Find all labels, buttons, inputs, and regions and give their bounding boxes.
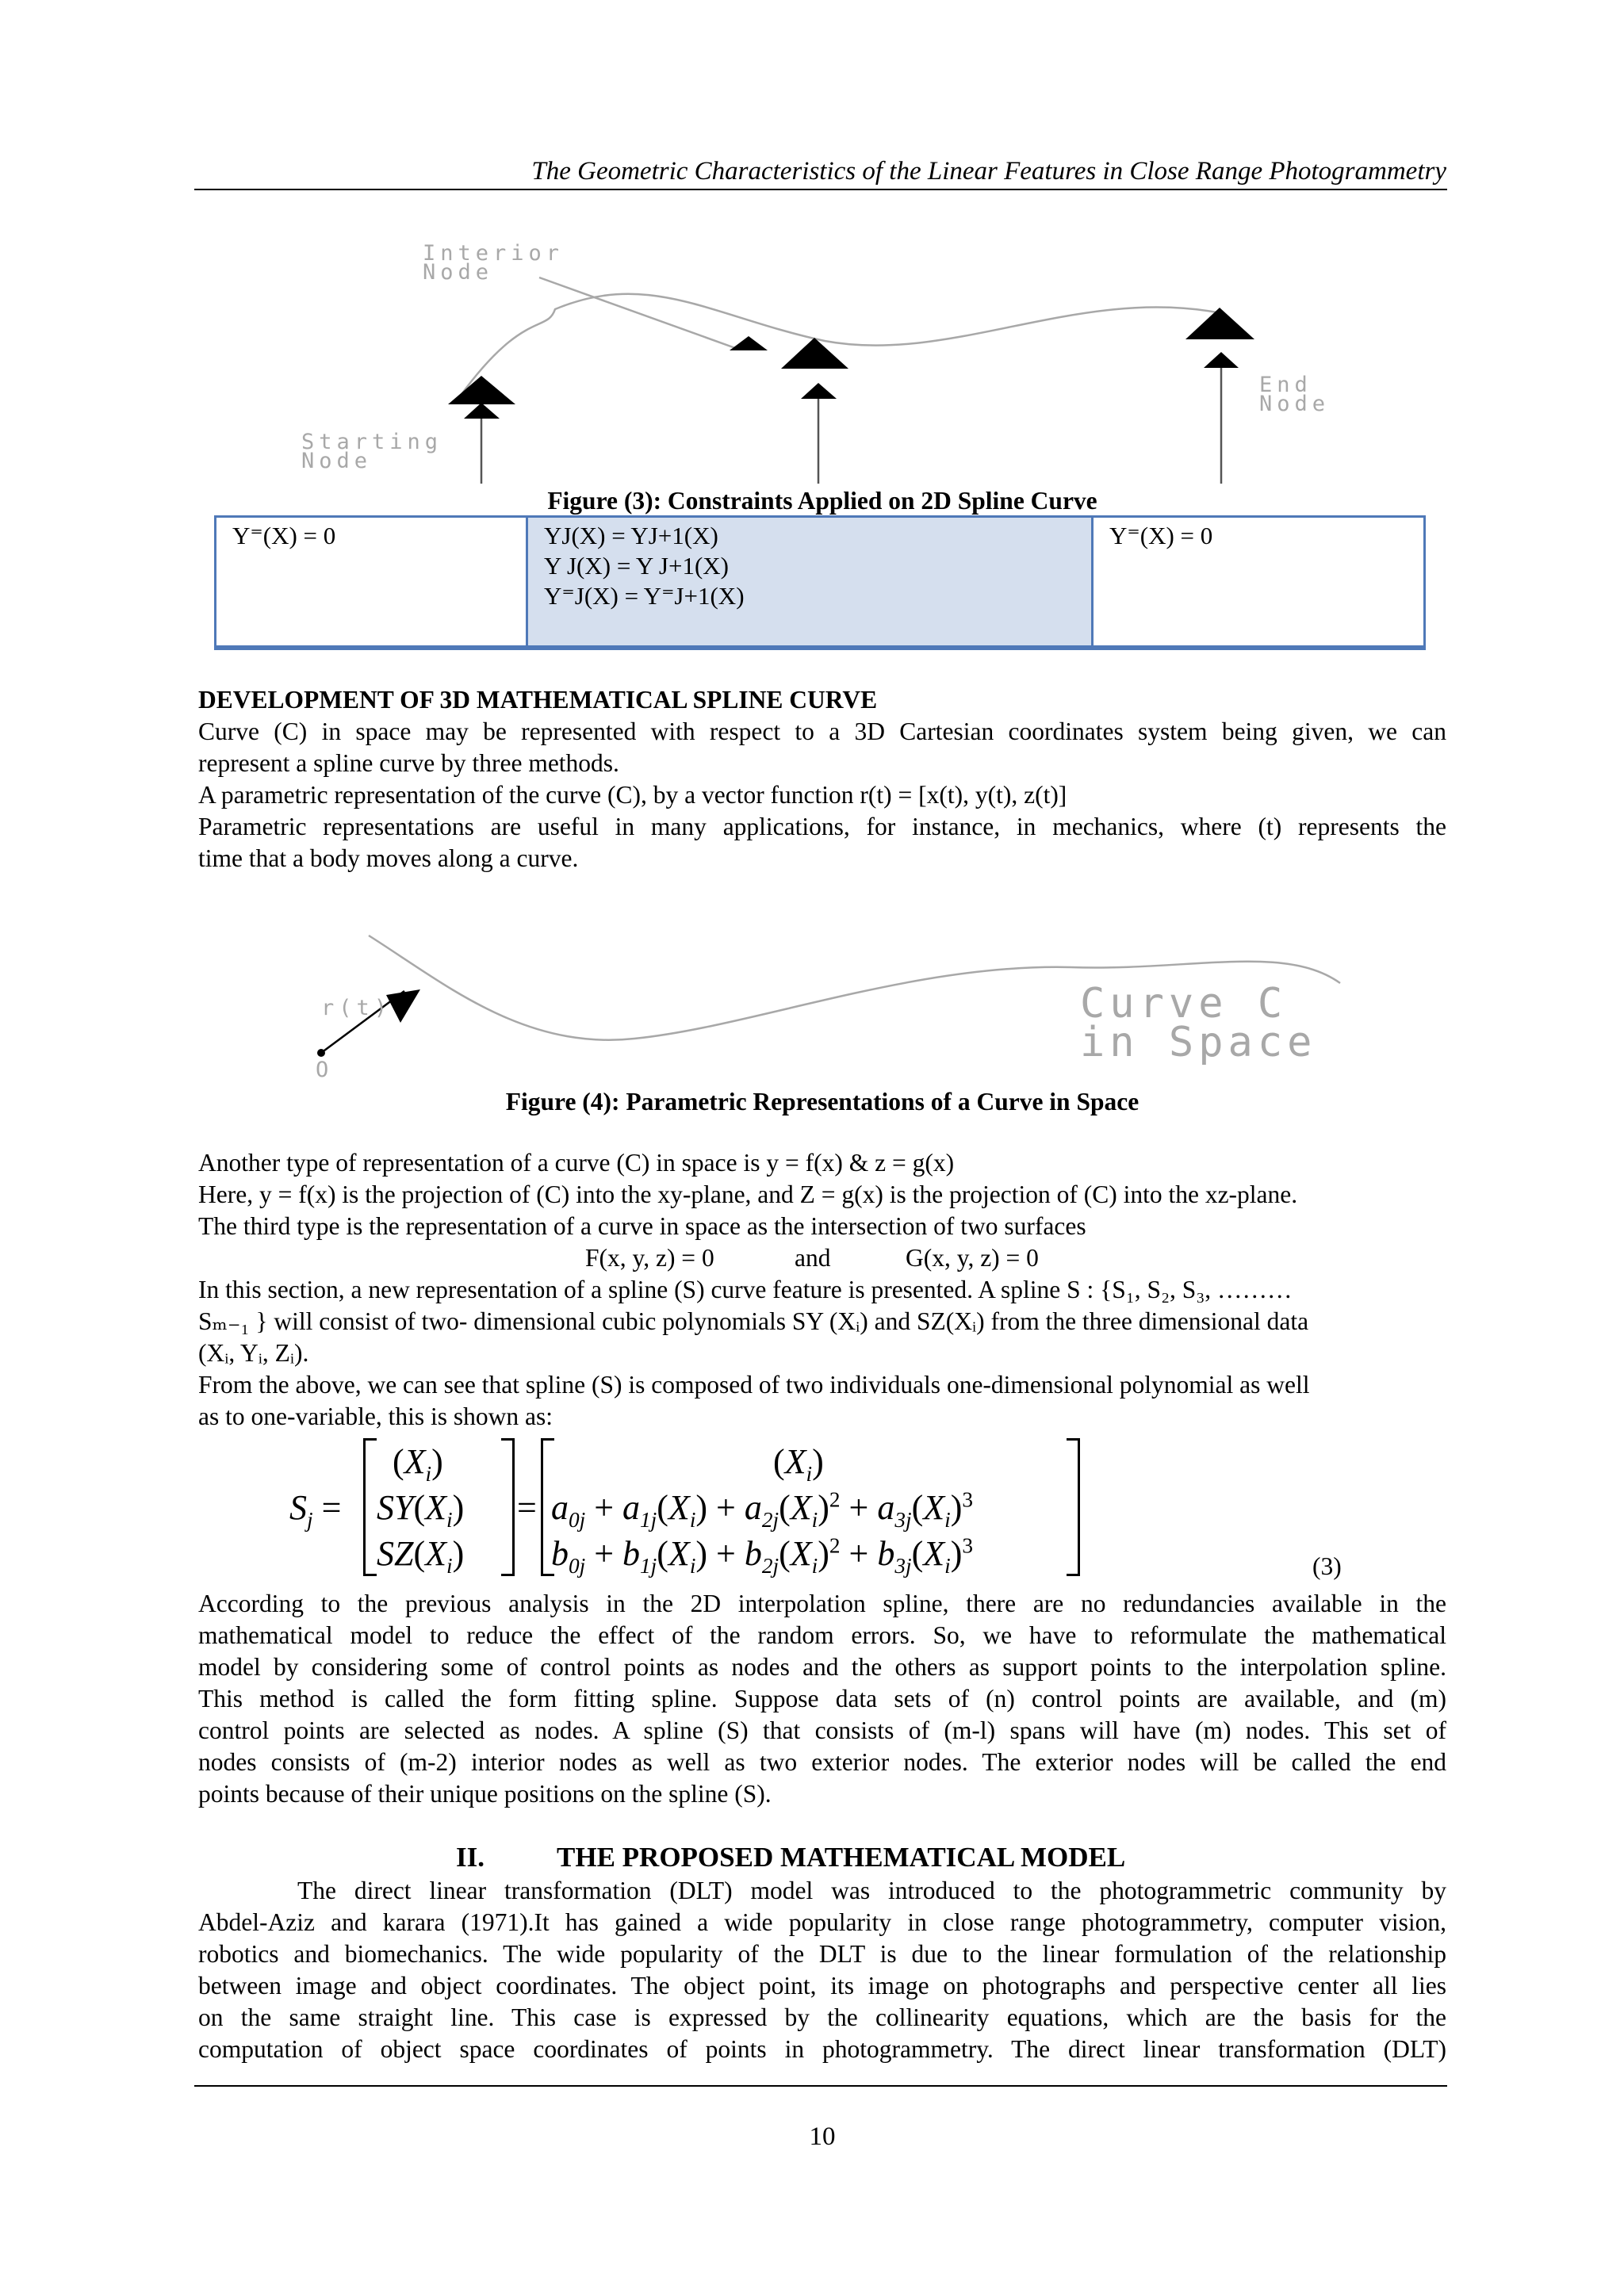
figure-3-spline-diagram [0, 0, 1624, 507]
text-line: In this section, a new representation of a spline (S) curve feature is presented. A spline S : {S₁, S₂, S₃, ……… [198, 1276, 1293, 1303]
constraints-table [214, 515, 1426, 650]
text-line: robotics and biomechanics. The wide popularity of the DLT is due to the linear formulation of the relationship [198, 1940, 1446, 1968]
eq-equals: = [517, 1488, 537, 1527]
figure-3-caption: Figure (3): Constraints Applied on 2D Spline Curve [547, 487, 1097, 515]
constraint-middle-1: YJ(X) = YJ+1(X) [544, 522, 718, 549]
text-line: represent a spline curve by three methods. [198, 749, 619, 777]
interior-node-marker [730, 336, 768, 350]
text-line: Curve (C) in space may be represented with respect to a 3D Cartesian coordinates system being given, we can [198, 718, 1446, 745]
spline-curve [460, 294, 1221, 396]
label-end-1: End [1259, 373, 1312, 397]
label-end-2: Node [1259, 392, 1331, 416]
text-line: time that a body moves along a curve. [198, 844, 579, 872]
text-line: nodes consists of (m-2) interior nodes as well as two exterior nodes. The exterior nodes will be called the end [198, 1748, 1446, 1776]
text-line: From the above, we can see that spline (S) is composed of two individuals one-dimensional polynomial as well [198, 1371, 1310, 1399]
text-line: (Xᵢ, Yᵢ, Zᵢ). [198, 1339, 309, 1367]
text-line: Here, y = f(x) is the projection of (C) into the xy-plane, and Z = g(x) is the projection of (C) into the xz-plane. [198, 1181, 1298, 1208]
origin-point [317, 1049, 325, 1057]
end-node-marker [1185, 308, 1254, 339]
label-interior-2: Node [423, 260, 494, 285]
eq-left-row-3: $SZ(X_i)$ [377, 1534, 465, 1578]
text-line: computation of object space coordinates of points in photogrammetry. The direct linear transformation (DLT) [198, 2035, 1446, 2063]
table-cell-left [216, 517, 527, 649]
label-in-space: in Space [1080, 1019, 1317, 1066]
eq-right-row-1: $(X_i)$ [773, 1442, 824, 1486]
text-line: control points are selected as nodes. A spline (S) that consists of (m-l) spans will have (m) nodes. This set of [198, 1716, 1446, 1744]
eq-right-row-3: $b_{0j} + b_{1j}(X_i) + b_{2j}(X_i)^2 + b_{3j}(X_i)^3$ [551, 1533, 973, 1578]
figure-4-curve-diagram [0, 920, 1624, 1078]
text-line: points because of their unique positions on the spline (S). [198, 1780, 772, 1808]
eq-bracket [501, 1438, 515, 1576]
label-rt: r(t) [321, 996, 393, 1020]
section-number: II. [456, 1842, 485, 1873]
eq-right-row-2: $a_{0j} + a_{1j}(X_i) + a_{2j}(X_i)^2 + a_{3j}(X_i)^3$ [551, 1487, 973, 1532]
end-node-support [1204, 352, 1239, 368]
section-title: THE PROPOSED MATHEMATICAL MODEL [557, 1842, 1126, 1873]
text-line: A parametric representation of the curve (C), by a vector function r(t) = [x(t), y(t), z(t)] [198, 781, 1067, 809]
eq-bracket [363, 1438, 377, 1576]
text-line: between image and object coordinates. The object point, its image on photographs and perspective center all lies [198, 1972, 1446, 1999]
text-line: model by considering some of control points as nodes and the others as support points to the interpolation spline. [198, 1653, 1446, 1681]
table-cell-middle [527, 517, 1093, 649]
table-cell-right [1093, 517, 1425, 649]
footer-rule [194, 2085, 1447, 2087]
text-line: The third type is the representation of a curve in space as the intersection of two surfaces [198, 1212, 1086, 1240]
text-line: Abdel-Aziz and karara (1971).It has gained a wide popularity in close range photogrammetry, computer vision, [198, 1908, 1446, 1936]
label-starting-1: Starting [301, 430, 443, 454]
eq-left-row-1: $(X_i)$ [393, 1442, 443, 1486]
text-line: This method is called the form fitting spline. Suppose data sets of (n) control points are available, and (m) [198, 1685, 1446, 1712]
interior-node-leader [539, 277, 737, 349]
surface-and: and [795, 1244, 831, 1272]
table-row [216, 517, 1425, 649]
starting-node-support [464, 403, 500, 419]
page-number: 10 [809, 2122, 836, 2151]
text-line: The direct linear transformation (DLT) model was introduced to the photogrammetric community by [297, 1877, 1446, 1904]
constraint-middle-2: Y J(X) = Y J+1(X) [544, 552, 729, 580]
text-line: Sₘ₋₁ } will consist of two- dimensional cubic polynomials SY (Xᵢ) and SZ(Xᵢ) from the three dimensional data [198, 1307, 1309, 1335]
label-interior-1: Interior [423, 241, 565, 266]
figure-4-caption: Figure (4): Parametric Representations of a Curve in Space [505, 1088, 1139, 1115]
section-heading-3d: DEVELOPMENT OF 3D MATHEMATICAL SPLINE CURVE [198, 686, 878, 714]
eq-lhs: $S_j$ = [289, 1488, 342, 1532]
surface-g: G(x, y, z) = 0 [906, 1244, 1039, 1272]
surface-f: F(x, y, z) = 0 [585, 1244, 714, 1272]
text-line: as to one-variable, this is shown as: [198, 1402, 553, 1430]
node-support-2 [801, 383, 837, 399]
text-line: According to the previous analysis in the 2D interpolation spline, there are no redundancies available in the [198, 1590, 1446, 1617]
label-origin: O [316, 1058, 334, 1078]
equation-3 [0, 1427, 1624, 1586]
text-line: Another type of representation of a curve (C) in space is y = f(x) & z = g(x) [198, 1149, 955, 1177]
text-line: mathematical model to reduce the effect of the random errors. So, we have to reformulate the mathematical [198, 1621, 1446, 1649]
text-line: on the same straight line. This case is expressed by the collinearity equations, which are the basis for the [198, 2003, 1446, 2031]
eq-bracket [1067, 1438, 1080, 1576]
starting-node-marker [448, 376, 515, 404]
eq-left-row-2: $SY(X_i)$ [377, 1488, 465, 1532]
text-line: Parametric representations are useful in many applications, for instance, in mechanics, where (t) represents the [198, 813, 1446, 840]
constraint-right: Y⁼(X) = 0 [1109, 522, 1213, 549]
constraint-left: Y⁼(X) = 0 [232, 522, 336, 549]
running-header: The Geometric Characteristics of the Linear Features in Close Range Photogrammetry [531, 157, 1446, 186]
label-curve-c: Curve C [1080, 980, 1288, 1027]
equation-number: (3) [1312, 1552, 1342, 1580]
label-starting-2: Node [301, 449, 373, 473]
constraint-middle-3: Y⁼J(X) = Y⁼J+1(X) [544, 582, 745, 610]
